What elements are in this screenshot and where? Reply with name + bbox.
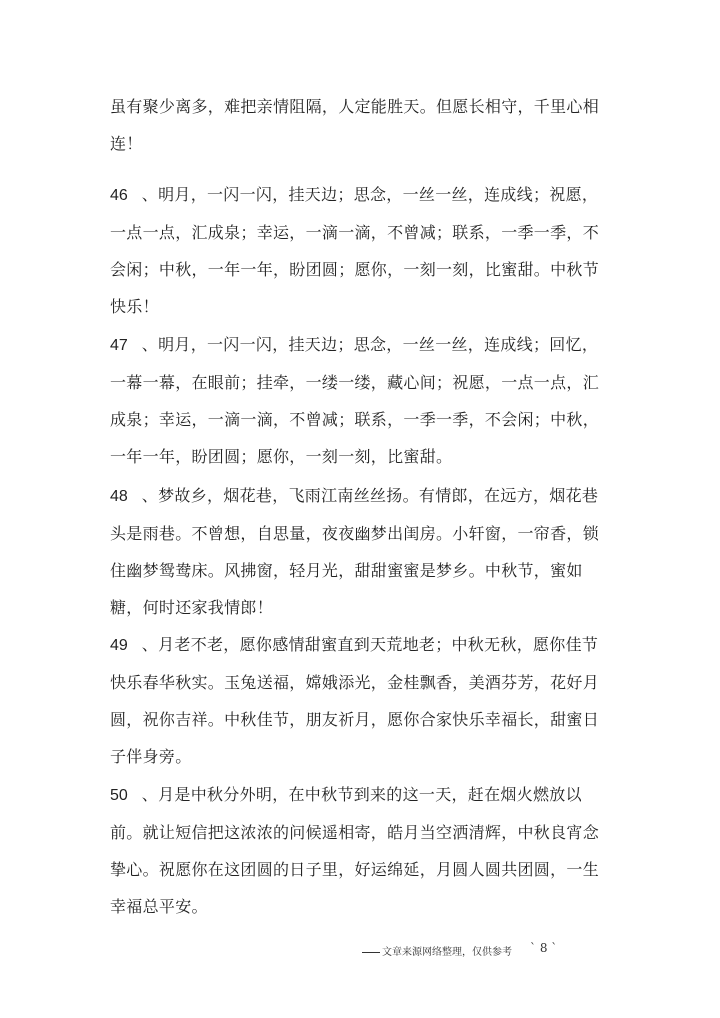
paragraph-number: 46 — [110, 187, 128, 204]
paragraph-continuation — [110, 88, 610, 162]
paragraph-number: 48 — [110, 488, 128, 505]
footer-note-text: 文章来源网络整理，仅供参考 — [382, 947, 512, 958]
paragraph-text: 、月是中秋分外明，在中秋节到来的这一天，赶在烟火燃放以前。就让短信把这浓浓的问候遥相寄，皓月当空洒清辉，中秋良宵念挚心。祝愿你在这团圆的日子里，好运绵延，月圆人圆共团圆，一生幸福总平安。 — [110, 785, 600, 916]
paragraph-text: 、月老不老，愿你感情甜蜜直到天荒地老；中秋无秋，愿你佳节快乐春华秋实。玉兔送福，嫦娥添光，金桂飘香，美酒芬芳，花好月圆，祝你吉祥。中秋佳节，朋友祈月，愿你合家快乐幸福长，甜蜜日子伴身旁。 — [110, 635, 600, 766]
page-number: ` 8 ` — [530, 941, 558, 955]
footer-dash — [362, 952, 380, 953]
paragraph-49 — [110, 626, 610, 775]
paragraph-47 — [110, 326, 610, 475]
paragraph-text: 虽有聚少离多，难把亲情阻隔，人定能胜天。但愿长相守，千里心相连！ — [110, 97, 600, 153]
paragraph-text: 、明月，一闪一闪，挂天边；思念，一丝一丝，连成线；祝愿，一点一点，汇成泉；幸运，一滴一滴，不曾减；联系，一季一季，不会闲；中秋，一年一年，盼团圆；愿你，一刻一刻，比蜜甜。中秋节快乐！ — [110, 185, 600, 316]
paragraph-number: 47 — [110, 337, 128, 354]
paragraph-48 — [110, 477, 610, 626]
paragraph-number: 49 — [110, 637, 128, 654]
paragraph-text: 、梦故乡，烟花巷，飞雨江南丝丝扬。有情郎，在远方，烟花巷头是雨巷。不曾想，自思量，夜夜幽梦出闺房。小轩窗，一帘香，锁住幽梦鸳鸯床。风拂窗，轻月光，甜甜蜜蜜是梦乡。中秋节，蜜如糖，何时还家我情郎！ — [110, 486, 600, 617]
paragraph-50 — [110, 776, 610, 925]
footer-source-note — [362, 943, 512, 958]
paragraph-number: 50 — [110, 787, 128, 804]
paragraph-text: 、明月，一闪一闪，挂天边；思念，一丝一丝，连成线；回忆，一幕一幕，在眼前；挂牵，一缕一缕，藏心间；祝愿，一点一点，汇成泉；幸运，一滴一滴，不曾减；联系，一季一季，不会闲；中秋，一年一年，盼团圆；愿你，一刻一刻，比蜜甜。 — [110, 335, 600, 466]
paragraph-46 — [110, 176, 610, 325]
